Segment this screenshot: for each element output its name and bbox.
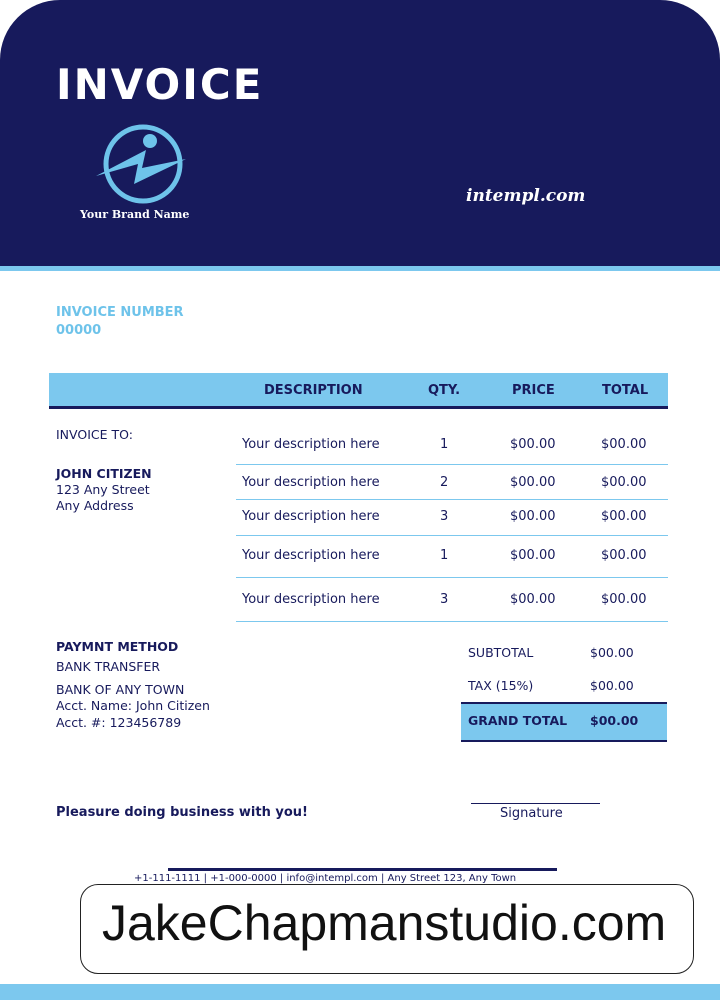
account-name: Acct. Name: John Citizen	[56, 698, 210, 713]
customer-address-line: Any Address	[56, 498, 134, 513]
row-total: $00.00	[601, 475, 647, 490]
subtotal-label: SUBTOTAL	[468, 645, 534, 660]
bank-name: BANK OF ANY TOWN	[56, 682, 185, 697]
row-divider	[236, 499, 668, 500]
bottom-stripe	[0, 984, 720, 1000]
row-total: $00.00	[601, 548, 647, 563]
row-description: Your description here	[242, 437, 380, 452]
brand-name: Your Brand Name	[80, 208, 190, 221]
row-price: $00.00	[510, 509, 556, 524]
row-description: Your description here	[242, 548, 380, 563]
column-header-total: TOTAL	[602, 383, 649, 398]
row-total: $00.00	[601, 509, 647, 524]
row-qty: 3	[440, 592, 449, 607]
customer-name: JOHN CITIZEN	[56, 466, 152, 481]
thank-you-message: Pleasure doing business with you!	[56, 805, 308, 820]
row-divider	[236, 535, 668, 536]
footer-contact: +1-111-1111 | +1-000-0000 | info@intempl.com | Any Street 123, Any Town	[134, 873, 517, 884]
row-price: $00.00	[510, 592, 556, 607]
signature-label: Signature	[500, 806, 563, 821]
column-header-price: PRICE	[512, 383, 555, 398]
footer-divider	[168, 868, 557, 871]
row-qty: 3	[440, 509, 449, 524]
row-price: $00.00	[510, 437, 556, 452]
header-stripe	[0, 266, 720, 271]
row-description: Your description here	[242, 475, 380, 490]
row-divider	[236, 621, 668, 622]
row-qty: 2	[440, 475, 449, 490]
column-header-qty: QTY.	[428, 383, 461, 398]
invoice-number-value: 00000	[56, 323, 102, 338]
tax-value: $00.00	[590, 678, 634, 693]
signature-line	[471, 803, 600, 804]
account-number: Acct. #: 123456789	[56, 715, 182, 730]
row-qty: 1	[440, 437, 449, 452]
row-total: $00.00	[601, 437, 647, 452]
payment-method-title: PAYMNT METHOD	[56, 639, 179, 654]
column-header-description: DESCRIPTION	[264, 383, 363, 398]
payment-method-value: BANK TRANSFER	[56, 659, 161, 674]
invoice-number-label: INVOICE NUMBER	[56, 305, 184, 320]
row-divider	[236, 577, 668, 578]
row-description: Your description here	[242, 509, 380, 524]
brand-logo-icon	[90, 124, 190, 204]
customer-address-line: 123 Any Street	[56, 482, 150, 497]
invoice-title: INVOICE	[56, 60, 264, 109]
row-price: $00.00	[510, 548, 556, 563]
tax-label: TAX (15%)	[468, 678, 534, 693]
row-qty: 1	[440, 548, 449, 563]
row-price: $00.00	[510, 475, 556, 490]
row-total: $00.00	[601, 592, 647, 607]
row-description: Your description here	[242, 592, 380, 607]
grand-total-label: GRAND TOTAL	[468, 713, 568, 728]
website-label: intempl.com	[466, 186, 586, 206]
row-divider	[236, 464, 668, 465]
invoice-to-label: INVOICE TO:	[56, 427, 133, 442]
subtotal-value: $00.00	[590, 645, 634, 660]
grand-total-value: $00.00	[590, 713, 639, 728]
watermark-text: JakeChapmanstudio.com	[102, 895, 667, 951]
